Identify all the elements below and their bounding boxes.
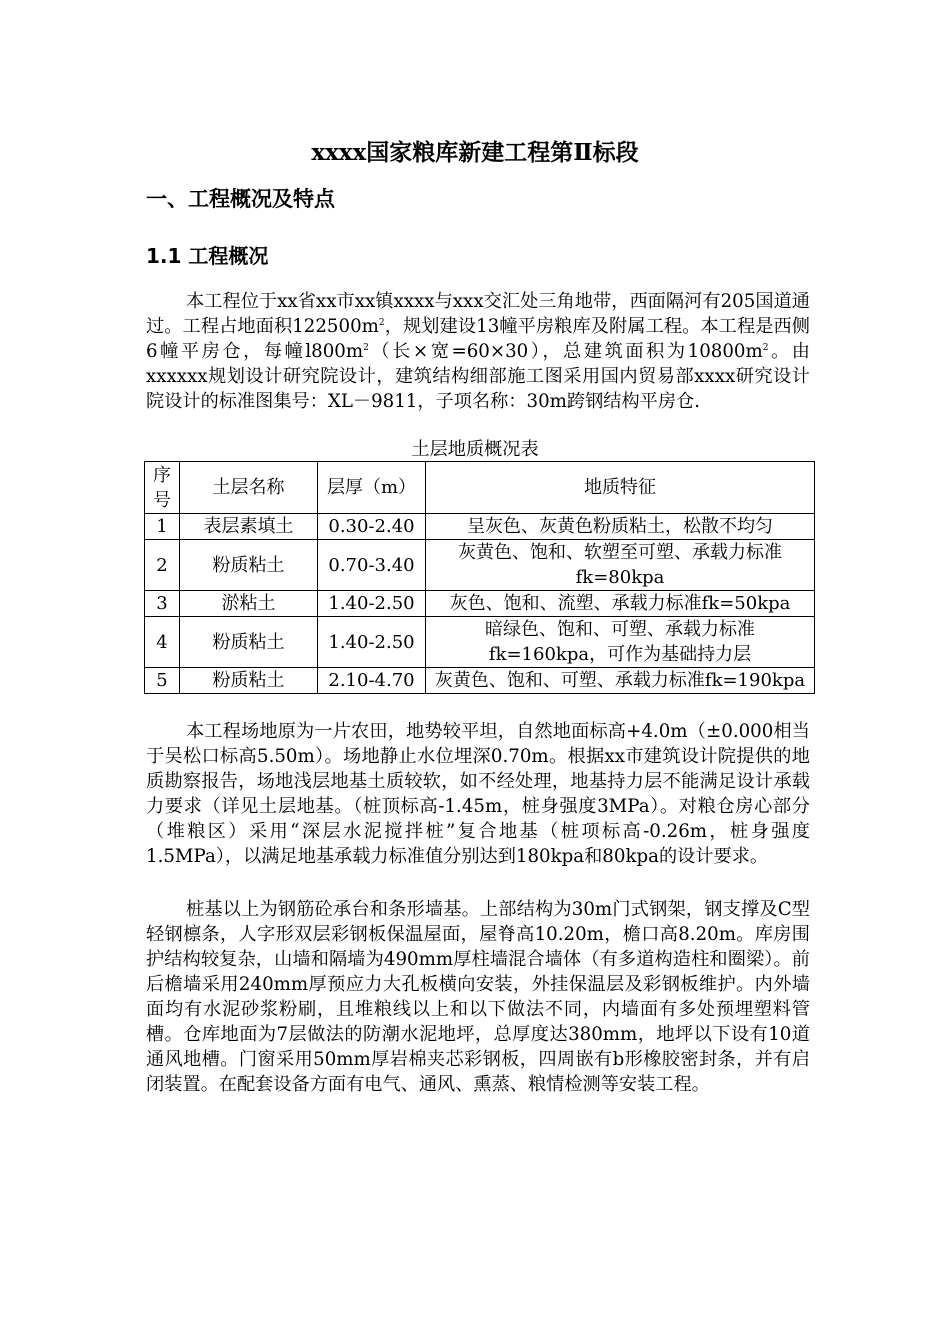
subsection-heading: 1.1 工程概况 (146, 244, 269, 268)
table-cell: 淤粘土 (180, 591, 318, 617)
document-title: xxxx国家粮库新建工程第Ⅱ标段 (311, 139, 639, 166)
table-cell: 1 (145, 514, 180, 540)
header-cell: 序号 (145, 462, 180, 514)
table-cell: 1.40-2.50 (318, 591, 426, 617)
superscript: 2 (762, 342, 769, 353)
table-cell: 0.30-2.40 (318, 514, 426, 540)
table-cell: 2.10-4.70 (318, 668, 426, 694)
table-row (145, 591, 815, 617)
table-row (145, 668, 815, 694)
table-cell: 0.70-3.40 (318, 540, 426, 591)
table-cell: 2 (145, 540, 180, 591)
table-cell: 粉质粘土 (180, 540, 318, 591)
table-cell: 灰黄色、饱和、可塑、承载力标准fk=190kpa (426, 668, 815, 694)
section-heading: 一、工程概况及特点 (146, 186, 335, 211)
table-row (145, 617, 815, 668)
table-cell: 暗绿色、饱和、可塑、承载力标准fk=160kpa，可作为基础持力层 (426, 617, 815, 668)
table-cell: 粉质粘土 (180, 617, 318, 668)
table-cell: 5 (145, 668, 180, 694)
table-cell: 呈灰色、灰黄色粉质粘土，松散不均匀 (426, 514, 815, 540)
table-row (145, 514, 815, 540)
table-caption: 土层地质概况表 (411, 439, 539, 460)
table-row (145, 540, 815, 591)
soil-layer-table (144, 461, 815, 694)
header-cell: 层厚（m） (318, 462, 426, 514)
table-cell: 1.40-2.50 (318, 617, 426, 668)
header-cell: 地质特征 (426, 462, 815, 514)
table-cell: 3 (145, 591, 180, 617)
paragraph-site-conditions: 本工程场地原为一片农田，地势较平坦，自然地面标高+4.0m（±0.000相当于吴松口标高5.50m）。场地静止水位埋深0.70m。根据xx市建筑设计院提供的地质勘察报告，场地浅层地基土质较软，如不经处理，地基持力层不能满足设计承载力要求（详见土层地基。（桩顶标高-1.45m，桩身强度3MPa）。对粮仓房心部分（堆粮区）采用“深层水泥搅拌桩”复合地基（桩项标高-0.26m，桩身强度1.5MPa），以满足地基承载力标准值分别达到180kpa和80kpa的设计要求。 (146, 721, 810, 867)
paragraph-structure: 桩基以上为钢筋砼承台和条形墙基。上部结构为30m门式钢架，钢支撑及C型轻钢檩条，人字形双层彩钢板保温屋面，屋脊高10.20m，檐口高8.20m。库房围护结构较复杂，山墙和隔墙为490mm厚柱墙混合墙体（有多道构造柱和圈梁）。前后檐墙采用240mm厚预应力大孔板横向安装，外挂保温层及彩钢板维护。内外墙面均有水泥砂浆粉刷，且堆粮线以上和以下做法不同，内墙面有多处预埋塑料管槽。仓库地面为7层做法的防潮水泥地坪，总厚度达380mm，地坪以下设有10道通风地槽。门窗采用50mm厚岩棉夹芯彩钢板，四周嵌有b形橡胶密封条，并有启闭装置。在配套设备方面有电气、通风、熏蒸、粮情检测等安装工程。 (146, 899, 810, 1095)
superscript: 2 (378, 317, 385, 328)
table-header-row (145, 462, 815, 514)
header-cell: 土层名称 (180, 462, 318, 514)
p1-text-c: （长×宽=60×30），总建筑面积为10800m (368, 341, 763, 362)
superscript: 2 (363, 342, 369, 353)
table-cell: 灰黄色、饱和、软塑至可塑、承载力标准fk=80kpa (426, 540, 815, 591)
p1-text-a: 本工程位于xx省xx市xx镇xxxx与xxx交汇处三角地带，西面隔河有205国道通过。工程占地面积122500m (146, 291, 810, 337)
table-cell: 表层素填土 (180, 514, 318, 540)
paragraph-overview (146, 289, 810, 414)
table-cell: 4 (145, 617, 180, 668)
p1-text-b: ，规划建设13幢平房粮库及附属工程。本工程是西侧6幢平房仓，每幢l800m (146, 316, 810, 362)
table-cell: 粉质粘土 (180, 668, 318, 694)
p1-text-d: 。由xxxxxx规划设计研究院设计，建筑结构细部施工图采用国内贸易部xxxx研究设计院设计的标准图集号：XL－9811，子项名称：30m跨钢结构平房仓. (146, 341, 810, 412)
table-cell: 灰色、饱和、流塑、承载力标准fk=50kpa (426, 591, 815, 617)
